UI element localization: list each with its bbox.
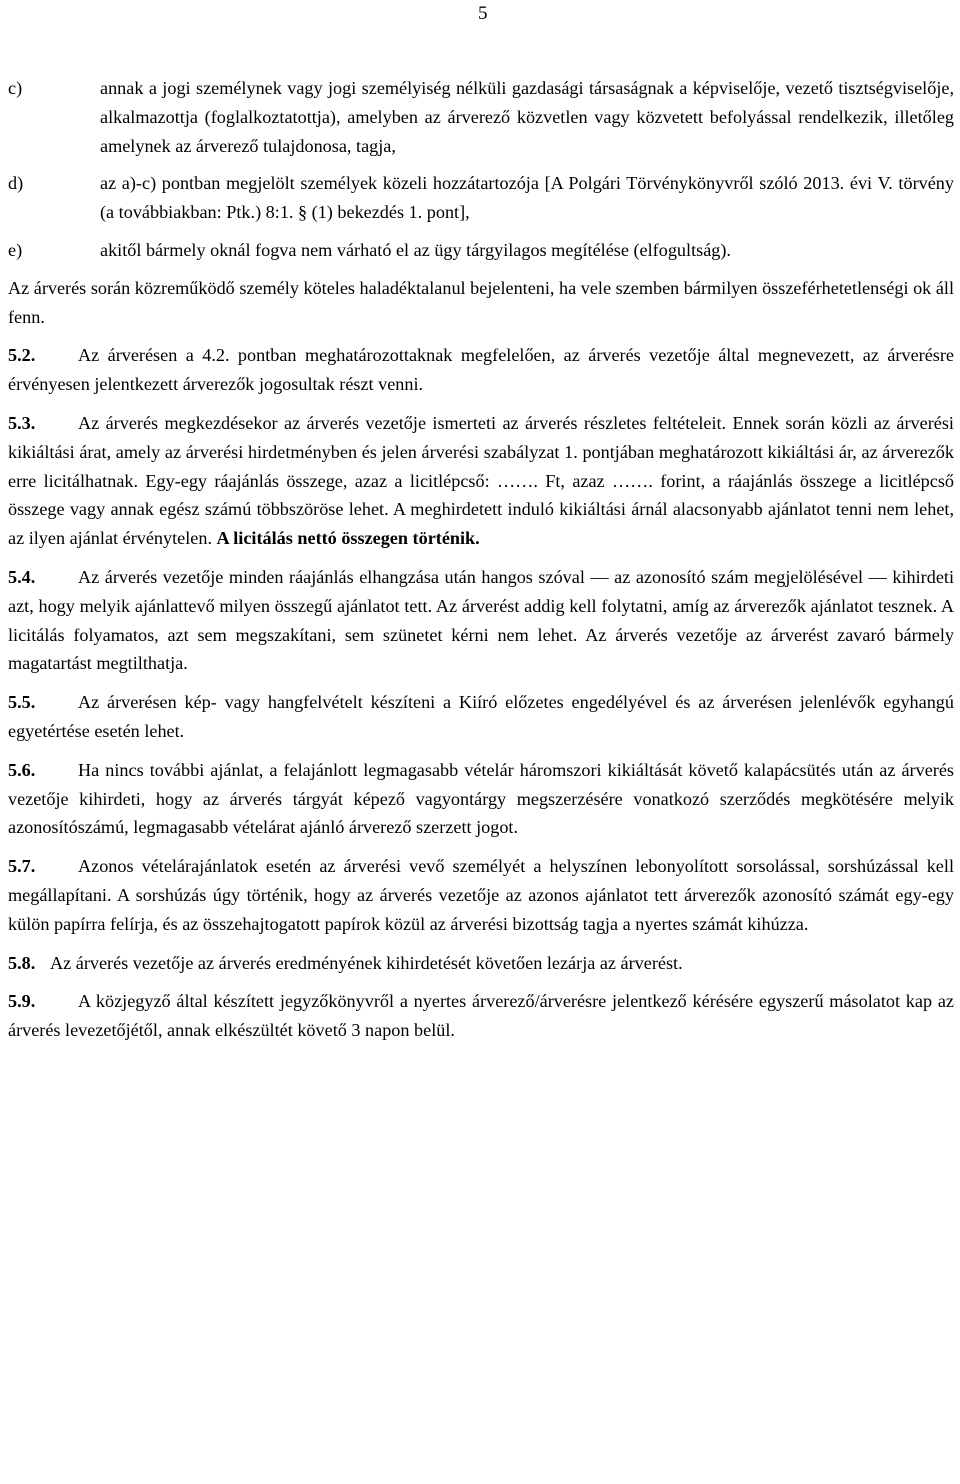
document-body <box>8 74 954 1055</box>
list-item-label: c) <box>8 78 23 98</box>
section-text: Az árverés vezetője minden ráajánlás elhangzása után hangos szóval ― az azonosító szám megjelölésével ― kihirdeti azt, hogy melyik ajánlattevő milyen összegű ajánlatot tett. Az árverést addig kell folytatni, amíg az árverezők ajánlatot tesznek. A licitálás folyamatos, azt sem megszakítani, sem szünetet kérni nem lehet. Az árverés vezetője az árverést zavaró bármely magatartást megtilthatja. <box>8 566 954 674</box>
list-item-text: akitől bármely oknál fogva nem várható el az ügy tárgyilagos megítélése (elfogultság). <box>100 239 731 260</box>
section-number: 5.3. <box>8 412 36 433</box>
section-number: 5.8. <box>8 952 36 973</box>
section-number: 5.4. <box>8 566 36 587</box>
section-text: Ha nincs további ajánlat, a felajánlott legmagasabb vételár háromszori kikiáltását követő kalapácsütés után az árverés vezetője kihirdeti, hogy az árverés tárgyát képező vagyontárgy megszerzésére vonatkozó szerződés megkötésére melyik azonosítószámú, legmagasabb vételárat ajánló árverező szerzett jogot. <box>8 759 954 838</box>
section-5-8 <box>8 949 954 978</box>
section-number: 5.9. <box>8 991 36 1012</box>
section-text: Az árverésen a 4.2. pontban meghatározottaknak megfelelően, az árverés vezetője által megnevezett, az árverésre érvényesen jelentkezett árverezők jogosultak részt venni. <box>8 345 954 395</box>
section-text: A közjegyző által készített jegyzőkönyvről a nyertes árverező/árverésre jelentkező kérésére egyszerű másolatot kap az árverés levezetőjétől, annak elkészültét követő 3 napon belül. <box>8 991 954 1041</box>
page-number: 5 <box>478 3 488 24</box>
list-item-text: annak a jogi személynek vagy jogi személyiség nélküli gazdasági társaságnak a képviselője, vezető tisztségviselője, alkalmazottja (foglalkoztatottja), amelyben az árverező közvetlen vagy közvetett befolyással rendelkezik, illetőleg amelynek az árverező tulajdonosa, tagja, <box>100 78 954 156</box>
section-text: Az árverés megkezdésekor az árverés vezetője ismerteti az árverés részletes feltételeit. Ennek során közli az árverési kikiáltási árat, amely az árverési hirdetményben és jelen árverési szabályzat 1. pontjában meghatározott kikiáltási ár, az árverezők erre licitálhatnak. Egy-egy ráajánlás összege, azaz a licitlépcső: ……. Ft, azaz ……. forint, a ráajánlás összege a licitlépcső összege vagy annak egész számú többszöröse lehet. A meghirdetett induló kikiáltási árnál alacsonyabb ajánlatot tenni nem lehet, az ilyen ajánlat érvénytelen. <box>8 412 954 549</box>
section-text: Az árverés vezetője az árverés eredményének kihirdetését követően lezárja az árverést. <box>50 952 683 973</box>
section-5-3 <box>8 409 954 553</box>
section-5-2 <box>8 341 954 399</box>
section-5-9 <box>8 987 954 1045</box>
list-item-e <box>8 236 954 265</box>
section-number: 5.7. <box>8 856 36 877</box>
section-bold-text: A licitálás nettó összegen történik. <box>216 528 480 549</box>
conflict-notice-paragraph: Az árverés során közreműködő személy köteles haladéktalanul bejelenteni, ha vele szemben bármilyen összeférhetetlenségi ok áll fenn. <box>8 277 954 327</box>
section-5-6 <box>8 756 954 842</box>
section-text: Azonos vételárajánlatok esetén az árverési vevő személyét a helyszínen lebonyolított sorsolással, sorshúzással kell megállapítani. A sorshúzás úgy történik, hogy az árverés vezetője az azonos ajánlatot tett árverezők azonosító számát egy-egy külön papírra felírja, és az összehajtogatott papírok közül az árverési bizottság tagja a nyertes számát kihúzza. <box>8 856 954 934</box>
section-5-7 <box>8 852 954 938</box>
section-number: 5.2. <box>8 345 36 366</box>
list-item-c <box>8 74 954 160</box>
section-5-4 <box>8 563 954 678</box>
section-number: 5.6. <box>8 759 36 780</box>
list-item-text: az a)-c) pontban megjelölt személyek közeli hozzátartozója [A Polgári Törvénykönyvről szóló 2013. évi V. törvény (a továbbiakban: Ptk.) 8:1. § (1) bekezdés 1. pont], <box>100 173 954 223</box>
list-item-label: d) <box>8 173 24 194</box>
list-item-label: e) <box>8 239 23 260</box>
section-5-5 <box>8 688 954 746</box>
section-text: Az árverésen kép- vagy hangfelvételt készíteni a Kiíró előzetes engedélyével és az árverésen jelenlévők egyhangú egyetértése esetén lehet. <box>8 692 954 741</box>
list-item-d <box>8 169 954 227</box>
section-number: 5.5. <box>8 692 36 713</box>
